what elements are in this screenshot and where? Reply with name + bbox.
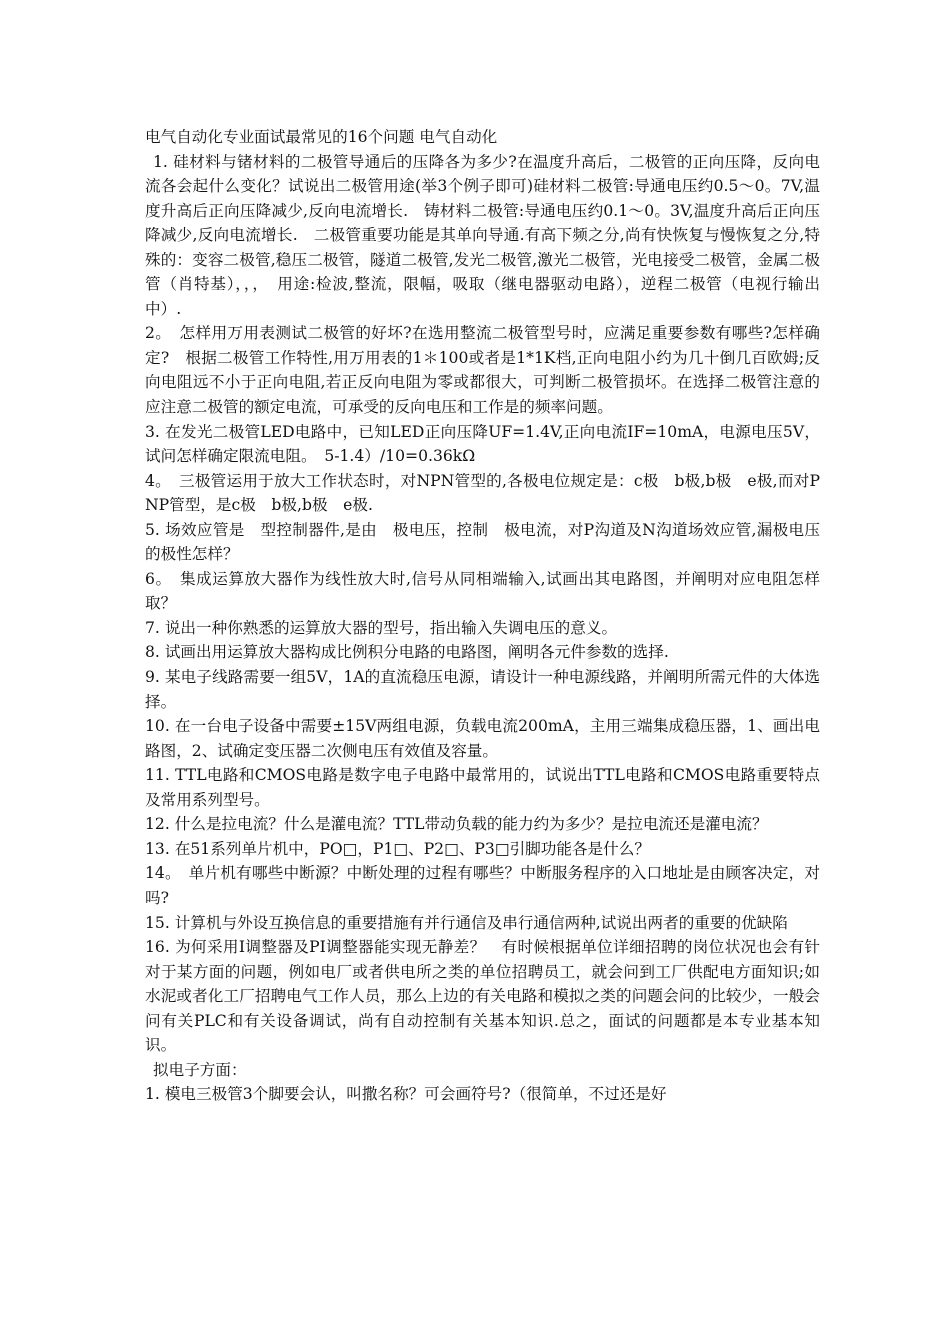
question-8: 8. 试画出用运算放大器构成比例积分电路的电路图，阐明各元件参数的选择.	[145, 643, 669, 662]
question-1: 1. 硅材料与锗材料的二极管导通后的压降各为多少?在温度升高后，二极管的正向压降，反向电流各会起什么变化？试说出二极管用途(举3个例子即可)硅材料二极管:导通电压约0.5～0。7V,温度升高后正向压降减少,反向电流增长. 铸材料二极管:导通电压约0.1～0。3V,温度升高后正向压降减少,反向电流增长. 二极管重要功能是其单向导通.有高下频之分,尚有快恢复与慢恢复之分,特殊的：变容二极管,稳压二极管，隧道二极管,发光二极管,激光二极管，光电接受二极管，金属二极管（肖特基），，， 用途:检波,整流，限幅，吸取（继电器驱动电路），逆程二极管（电视行输出中）.	[145, 152, 820, 318]
question-4: 4。 三极管运用于放大工作状态时，对NPN管型的,各极电位规定是：c极 b极,b极 e极,而对PNP管型，是c极 b极,b极 e极.	[145, 471, 820, 515]
question-5: 5. 场效应管是 型控制器件,是由 极电压，控制 极电流，对P沟道及N沟道场效应管,漏极电压的极性怎样？	[145, 520, 820, 564]
question-10: 10. 在一台电子设备中需要±15V两组电源，负载电流200mA，主用三端集成稳压器，1、画出电路图，2、试确定变压器二次侧电压有效值及容量。	[145, 717, 820, 760]
question-12: 12. 什么是拉电流？什么是灌电流？TTL带动负载的能力约为多少？是拉电流还是灌电流？	[145, 815, 768, 834]
section-heading-analog: 拟电子方面：	[153, 1060, 247, 1079]
question-11: 11. TTL电路和CMOS电路是数字电子电路中最常用的，试说出TTL电路和CMOS电路重要特点及常用系列型号。	[145, 766, 820, 809]
document-title: 电气自动化专业面试最常见的16个问题 电气自动化	[145, 128, 498, 146]
question-14: 14。 单片机有哪些中断源？中断处理的过程有哪些？中断服务程序的入口地址是由顾客决定，对吗?	[145, 864, 820, 907]
question-2: 2。 怎样用万用表测试二极管的好坏?在选用整流二极管型号时，应满足重要参数有哪些?怎样确定? 根据二极管工作特性,用万用表的1＊100或者是1*1K档,正向电阻小约为几十倒几百欧姆;反向电阻远不小于正向电阻,若正反向电阻为零或都很大，可判断二极管损坏。在选择二极管注意的应注意二极管的额定电流，可承受的反向电压和工作是的频率问题。	[145, 324, 820, 417]
question-16: 16. 为何采用I调整器及PI调整器能实现无静差？ 有时候根据单位详细招聘的岗位状况也会有针对于某方面的问题，例如电厂或者供电所之类的单位招聘员工，就会问到工厂供配电方面知识;如水泥或者化工厂招聘电气工作人员，那么上边的有关电路和模拟之类的问题会问的比较少，一般会问有关PLC和有关设备调试，尚有自动控制有关基本知识.总之，面试的问题都是本专业基本知识。	[145, 938, 820, 1055]
question-6: 6。 集成运算放大器作为线性放大时,信号从同相端输入,试画出其电路图，并阐明对应电阻怎样取？	[145, 569, 820, 613]
question-3: 3. 在发光二极管LED电路中，已知LED正向压降UF=1.4V,正向电流IF=10mA，电源电压5V，试问怎样确定限流电阻。 5-1.4）/10=0.36kΩ	[145, 422, 820, 466]
analog-question-1: 1. 模电三极管3个脚要会认，叫撒名称？可会画符号?（很简单，不过还是好	[145, 1085, 667, 1104]
question-13: 13. 在51系列单片机中，PO□，P1□、P2□、P3□引脚功能各是什么？	[145, 839, 650, 858]
question-7: 7. 说出一种你熟悉的运算放大器的型号，指出输入失调电压的意义。	[145, 618, 618, 637]
question-9: 9. 某电子线路需要一组5V，1A的直流稳压电源，请设计一种电源线路，并阐明所需元件的大体选择。	[145, 668, 820, 711]
document-body	[145, 125, 820, 1107]
question-15: 15. 计算机与外设互换信息的重要措施有并行通信及串行通信两种,试说出两者的重要的优缺陷	[145, 913, 788, 932]
